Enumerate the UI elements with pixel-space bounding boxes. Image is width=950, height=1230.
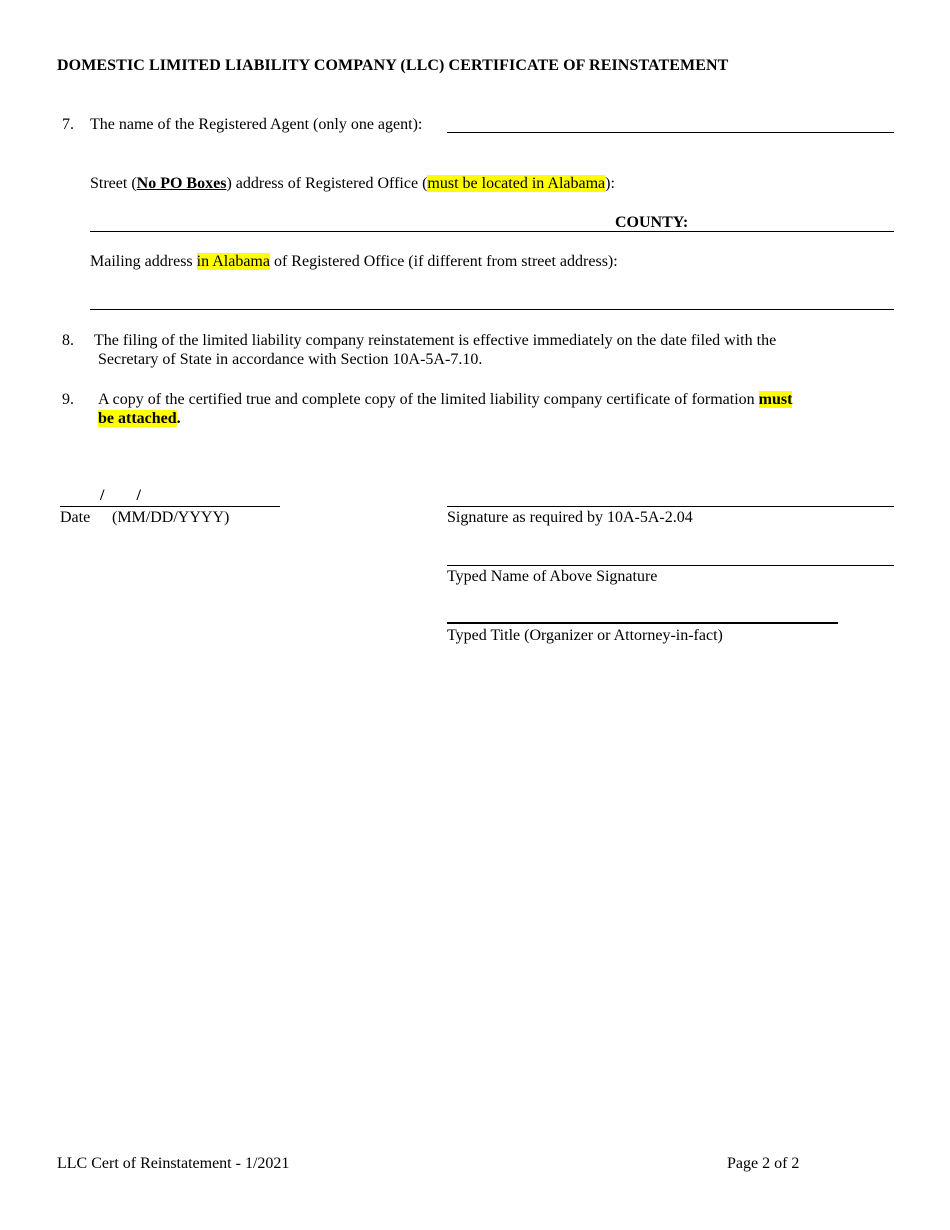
date-label: Date [60, 509, 91, 526]
must-highlight: must [758, 391, 793, 408]
signature-field[interactable] [447, 506, 894, 507]
item-9-number: 9. [62, 391, 74, 408]
registered-agent-field[interactable] [447, 132, 894, 133]
mailing-address-label: Mailing address in Alabama of Registered Office (if different from street address): [90, 253, 618, 270]
item-8-line-2: Secretary of State in accordance with Section 10A-5A-7.10. [98, 351, 483, 368]
signature-label: Signature as required by 10A-5A-2.04 [447, 509, 693, 526]
item-7-number: 7. [62, 116, 74, 133]
mailing-address-field[interactable] [90, 309, 894, 310]
county-label: COUNTY: [615, 214, 689, 231]
item-9-line-1: A copy of the certified true and complete copy of the limited liability company certificate of formation must [98, 391, 793, 408]
street-address-label: Street (No PO Boxes) address of Registered Office (must be located in Alabama): [90, 175, 615, 192]
item-8-line-1: The filing of the limited liability company reinstatement is effective immediately on the date filed with the [94, 332, 777, 349]
document-title: DOMESTIC LIMITED LIABILITY COMPANY (LLC) CERTIFICATE OF REINSTATEMENT [57, 57, 729, 74]
item-9-line-2: be attached. [98, 410, 181, 427]
date-slashes: / / [100, 487, 141, 504]
typed-name-label: Typed Name of Above Signature [447, 568, 658, 585]
be-attached-highlight: be attached [98, 410, 177, 427]
alabama-highlight: in Alabama [196, 253, 270, 270]
alabama-highlight: must be located in Alabama [427, 175, 606, 192]
date-field[interactable] [60, 506, 280, 507]
footer-form-id: LLC Cert of Reinstatement - 1/2021 [57, 1155, 290, 1172]
typed-title-field[interactable] [447, 622, 838, 624]
typed-title-label: Typed Title (Organizer or Attorney-in-fact) [447, 627, 723, 644]
street-address-field[interactable] [90, 231, 894, 232]
item-8-number: 8. [62, 332, 74, 349]
date-format-label: (MM/DD/YYYY) [112, 509, 230, 526]
registered-agent-label: The name of the Registered Agent (only one agent): [90, 116, 423, 133]
no-po-boxes-text: No PO Boxes [136, 175, 227, 192]
footer-page-number: Page 2 of 2 [727, 1155, 800, 1172]
typed-name-field[interactable] [447, 565, 894, 566]
